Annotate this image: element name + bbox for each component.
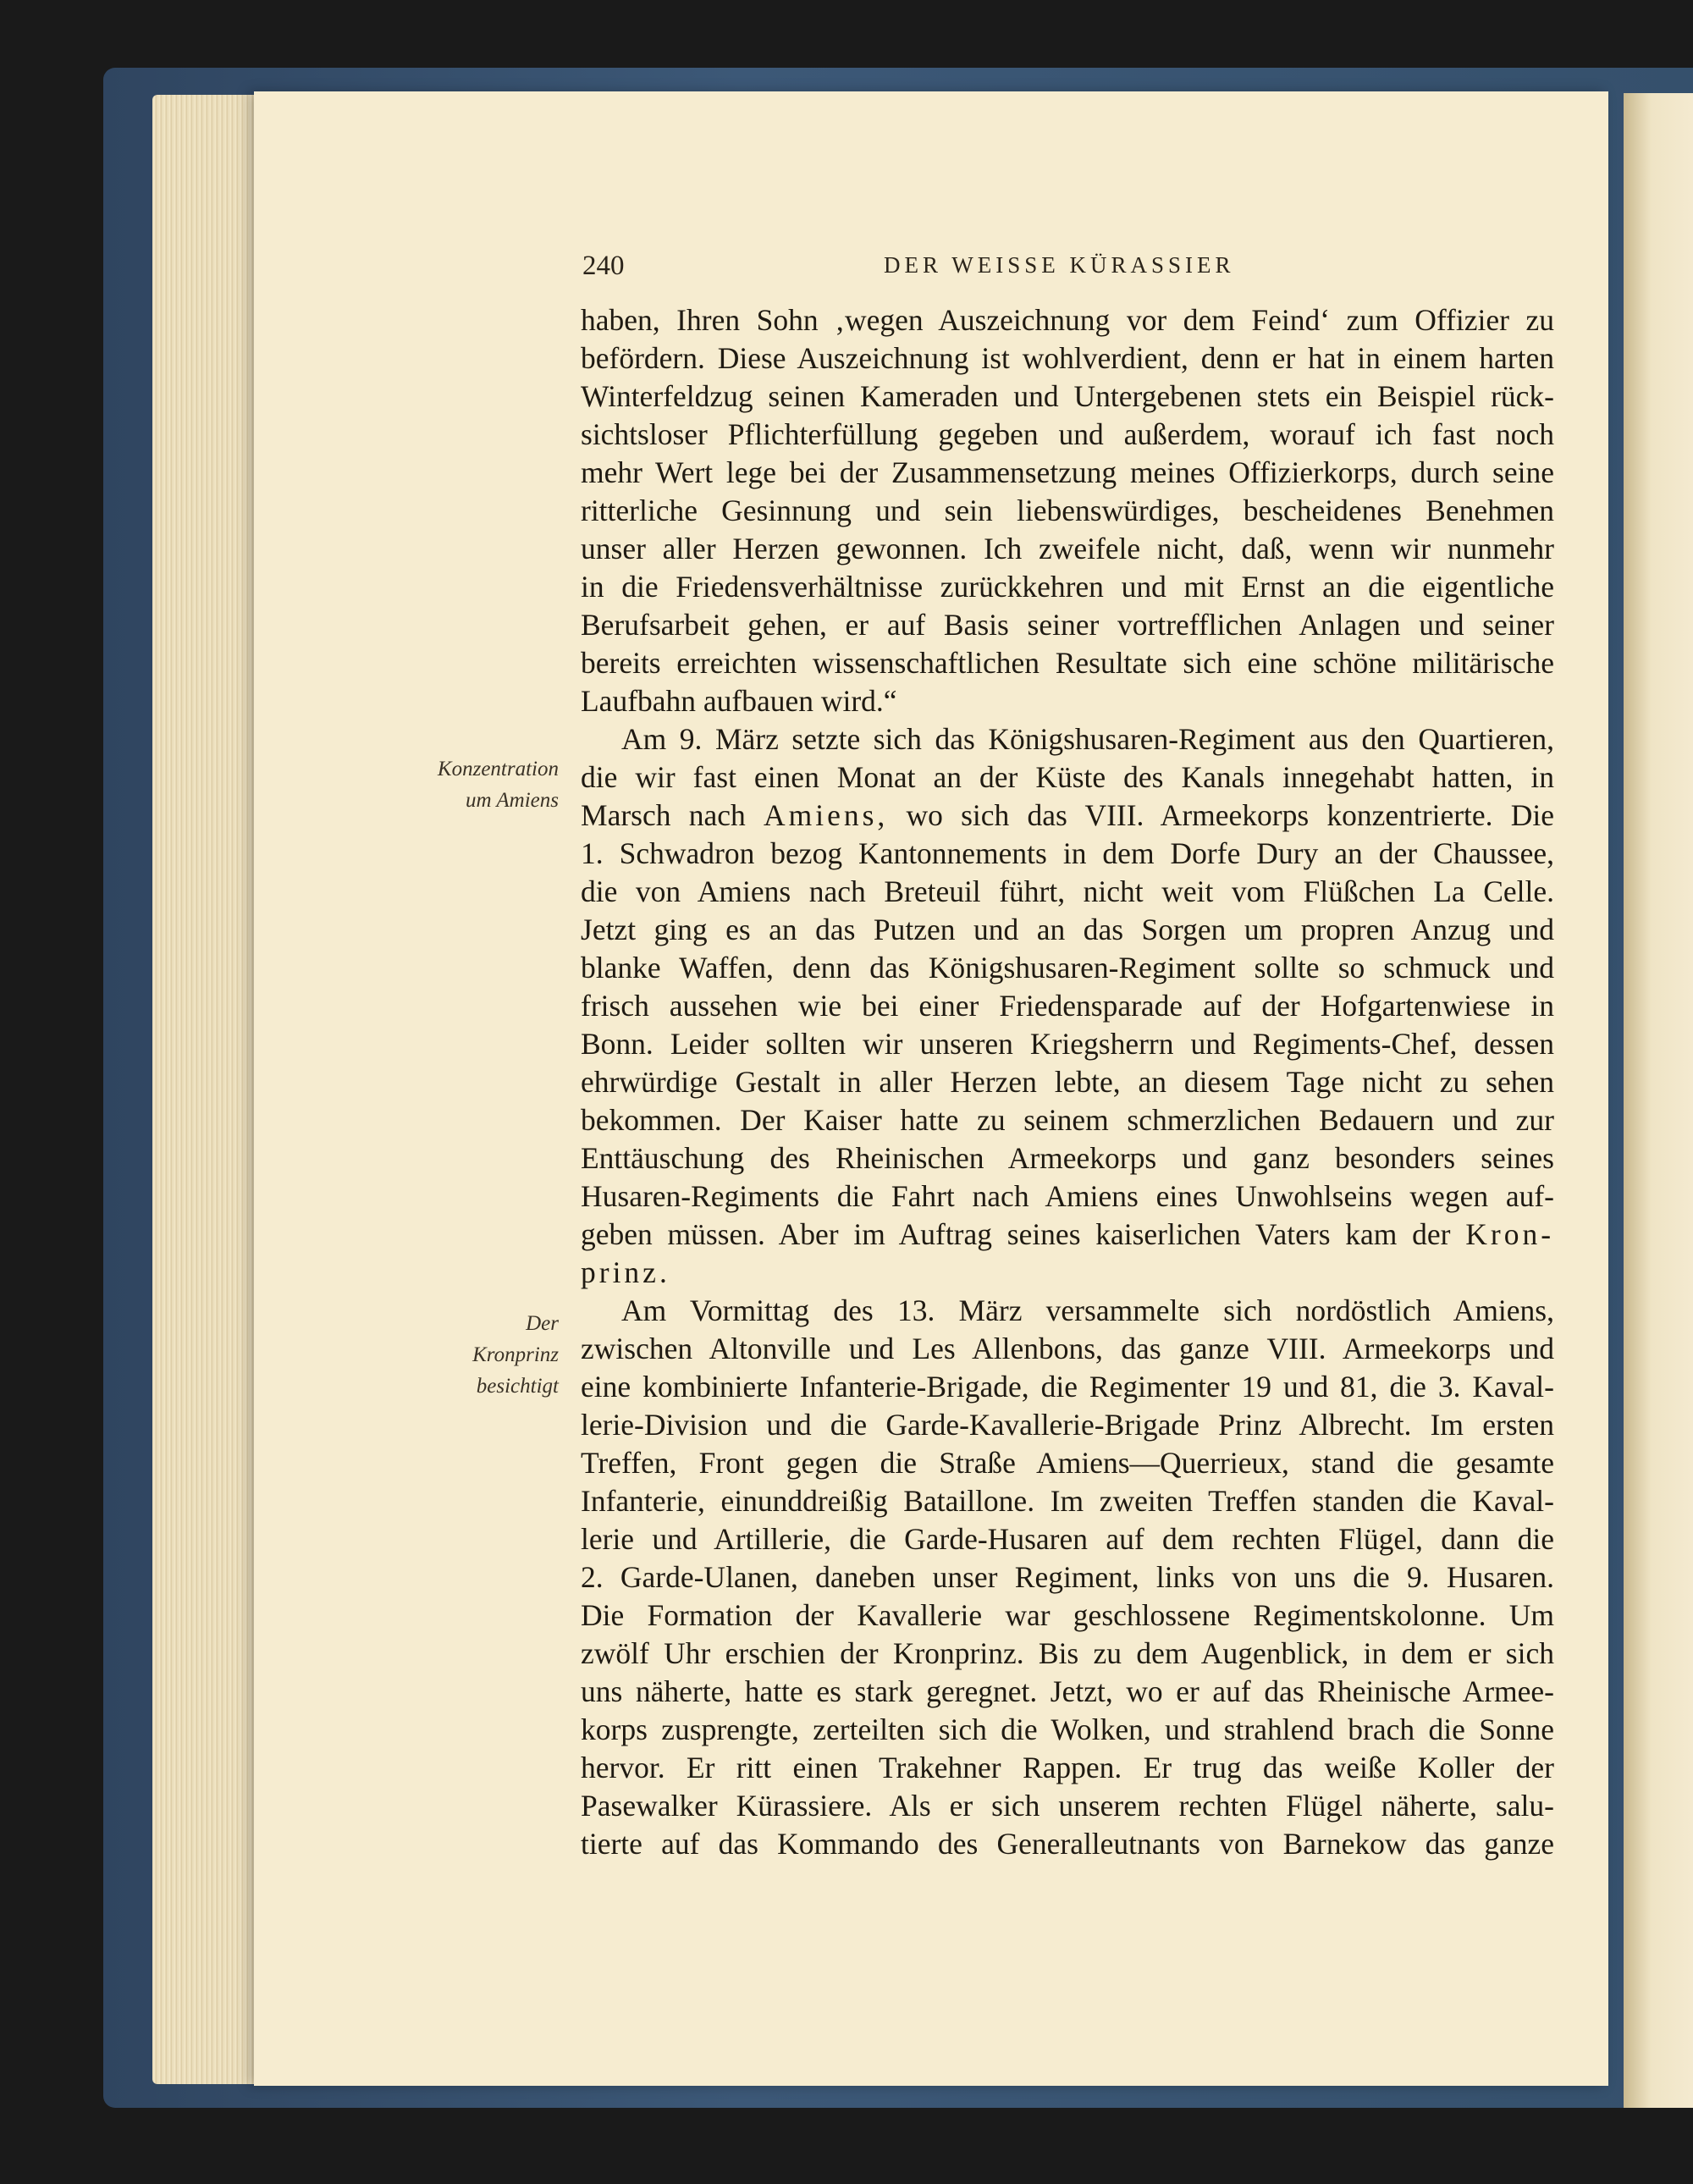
margin-note-line: Kronprinz (472, 1343, 559, 1366)
text-line: frisch aussehen wie bei einer Friedensparade auf der Hofgartenwiese in (581, 989, 1554, 1023)
text-line: lerie-Division und die Garde-Kavallerie-Brigade Prinz Albrecht. Im ersten (581, 1408, 1554, 1442)
text-line: bereits erreichten wissenschaftlichen Resultate sich eine schöne militärische (581, 646, 1554, 680)
text-line: hervor. Er ritt einen Trakehner Rappen. Er trug das weiße Koller der (581, 1751, 1554, 1784)
text-line: Berufsarbeit gehen, er auf Basis seiner vortrefflichen Anlagen und seiner (581, 608, 1554, 642)
text-line: tierte auf das Kommando des Generalleutnants von Barnekow das ganze (581, 1827, 1554, 1861)
text-line: die von Amiens nach Breteuil führt, nicht weit vom Flüßchen La Celle. (581, 874, 1554, 908)
text-line: 1. Schwadron bezog Kantonnements in dem Dorfe Dury an der Chaussee, (581, 836, 1554, 870)
text-segment: Marsch nach (581, 798, 746, 832)
text-line: Am 9. März setzte sich das Königshusaren-Regiment aus den Quartieren, (621, 722, 1554, 756)
text-line: mehr Wert lege bei der Zusammensetzung meines Offizierkorps, durch seine (581, 455, 1554, 489)
text-segment: geben müssen. Aber im Auftrag seines kaiserlichen Vaters kam der (581, 1217, 1451, 1251)
margin-note-line: besichtigt (476, 1375, 559, 1398)
text-line: ritterliche Gesinnung und sein liebenswürdiges, bescheidenes Benehmen (581, 494, 1554, 527)
page-number: 240 (582, 251, 625, 281)
text-line: Jetzt ging es an das Putzen und an das Sorgen um propren Anzug und (581, 913, 1554, 946)
text-line: befördern. Diese Auszeichnung ist wohlverdient, denn er hat in einem harten (581, 341, 1554, 375)
text-line: sichtsloser Pflichterfüllung gegeben und außerdem, worauf ich fast noch (581, 417, 1554, 451)
text-line: Bonn. Leider sollten wir unseren Kriegsherrn und Regiments-Chef, dessen (581, 1027, 1554, 1061)
text-line: blanke Waffen, denn das Königshusaren-Regiment sollte so schmuck und (581, 951, 1554, 984)
text-line: lerie und Artillerie, die Garde-Husaren auf dem rechten Flügel, dann die (581, 1522, 1554, 1556)
spaced-word: prinz. (581, 1255, 670, 1289)
text-line: eine kombinierte Infanterie-Brigade, die Regimenter 19 und 81, die 3. Kaval- (581, 1370, 1554, 1404)
spaced-word: Amiens, (763, 798, 889, 832)
text-line: Pasewalker Kürassiere. Als er sich unserem rechten Flügel näherte, salu- (581, 1789, 1554, 1823)
text-line: Husaren-Regiments die Fahrt nach Amiens eines Unwohlseins wegen auf- (581, 1179, 1554, 1213)
margin-note-konzentration (372, 753, 559, 816)
text-line: Winterfeldzug seinen Kameraden und Untergebenen stets ein Beispiel rück- (581, 379, 1554, 413)
margin-note-line: Konzentration (437, 758, 559, 780)
spaced-word: Kron- (1465, 1217, 1555, 1251)
text-line: Die Formation der Kavallerie war geschlossene Regimentskolonne. Um (581, 1598, 1554, 1632)
text-line: Treffen, Front gegen die Straße Amiens—Querrieux, stand die gesamte (581, 1446, 1554, 1480)
margin-note-line: um Amiens (466, 789, 559, 812)
text-line: haben, Ihren Sohn ‚wegen Auszeichnung vor dem Feind‘ zum Offizier zu (581, 303, 1554, 337)
text-line: bekommen. Der Kaiser hatte zu seinem schmerzlichen Bedauern und zur (581, 1103, 1554, 1137)
text-line: Laufbahn aufbauen wird.“ (581, 684, 897, 718)
margin-note-kronprinz (372, 1308, 559, 1402)
text-line-with-spaced-word (581, 797, 1554, 835)
text-line: korps zusprengte, zerteilten sich die Wolken, und strahlend brach die Sonne (581, 1712, 1554, 1746)
running-header (582, 251, 1558, 284)
text-line-with-spaced-word (581, 1216, 1554, 1254)
text-line: in die Friedensverhältnisse zurückkehren und mit Ernst an die eigentliche (581, 570, 1554, 604)
body-text (581, 301, 1554, 1863)
text-line (581, 1254, 1554, 1292)
text-line: zwölf Uhr erschien der Kronprinz. Bis zu dem Augenblick, in dem er sich (581, 1636, 1554, 1670)
next-page-edge (1624, 93, 1693, 2108)
text-line: Infanterie, einunddreißig Bataillone. Im zweiten Treffen standen die Kaval- (581, 1484, 1554, 1518)
text-segment: wo sich das VIII. Armeekorps konzentrierte. Die (906, 798, 1555, 832)
text-line: 2. Garde-Ulanen, daneben unser Regiment, links von uns die 9. Husaren. (581, 1560, 1554, 1594)
text-line: Am Vormittag des 13. März versammelte sich nordöstlich Amiens, (621, 1293, 1554, 1327)
text-line: unser aller Herzen gewonnen. Ich zweifele nicht, daß, wenn wir nunmehr (581, 532, 1554, 565)
text-line: zwischen Altonville und Les Allenbons, das ganze VIII. Armeekorps und (581, 1332, 1554, 1365)
text-line: Enttäuschung des Rheinischen Armeekorps und ganz besonders seines (581, 1141, 1554, 1175)
running-title: DER WEISSE KÜRASSIER (884, 252, 1235, 278)
text-line: ehrwürdige Gestalt in aller Herzen lebte, an diesem Tage nicht zu sehen (581, 1065, 1554, 1099)
margin-note-line: Der (526, 1312, 559, 1335)
text-line: die wir fast einen Monat an der Küste des Kanals innegehabt hatten, in (581, 760, 1554, 794)
text-line: uns näherte, hatte es stark geregnet. Jetzt, wo er auf das Rheinische Armee- (581, 1674, 1554, 1708)
